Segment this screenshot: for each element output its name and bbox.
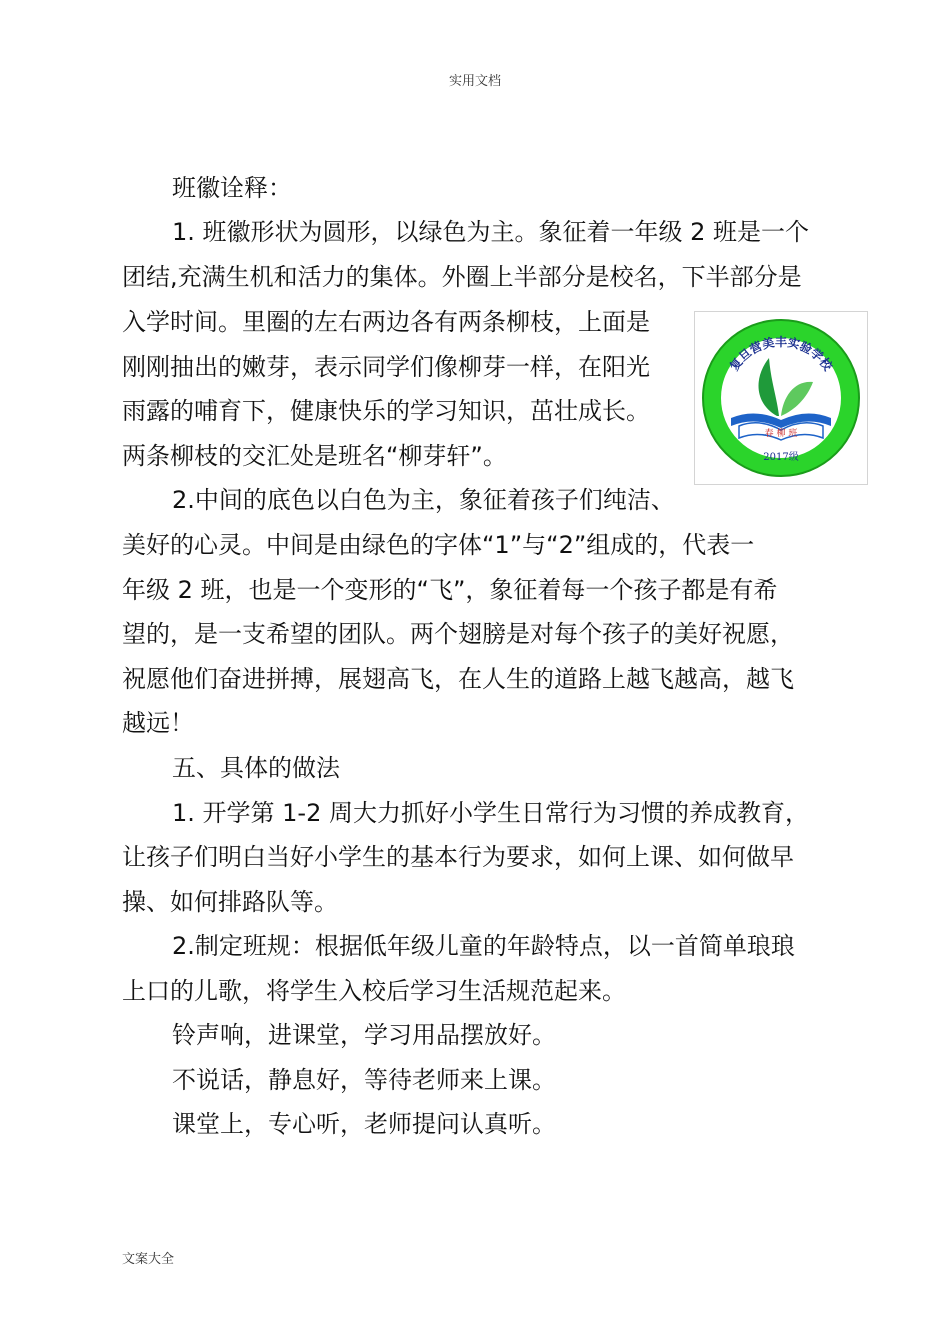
paragraph-line: 望的，是一支希望的团队。两个翅膀是对每个孩子的美好祝愿， <box>122 620 794 648</box>
section-heading: 五、具体的做法 <box>172 754 340 782</box>
paragraph-line: 越远！ <box>122 709 194 737</box>
rhyme-line: 铃声响，进课堂，学习用品摆放好。 <box>172 1021 556 1049</box>
paragraph-line: 操、如何排路队等。 <box>122 888 338 916</box>
class-emblem-graphic <box>695 312 867 484</box>
page-header: 实用文档 <box>448 74 501 89</box>
paragraph-line: 刚刚抽出的嫩芽，表示同学们像柳芽一样，在阳光 <box>122 353 650 381</box>
paragraph-line: 美好的心灵。中间是由绿色的字体“1”与“2”组成的，代表一 <box>122 531 755 559</box>
rhyme-line: 课堂上，专心听，老师提问认真听。 <box>172 1110 556 1138</box>
paragraph-line: 雨露的哺育下，健康快乐的学习知识，茁壮成长。 <box>122 397 650 425</box>
class-emblem <box>694 311 868 485</box>
section-heading: 班徽诠释： <box>172 174 292 202</box>
paragraph-line: 让孩子们明白当好小学生的基本行为要求，如何上课、如何做早 <box>122 843 794 871</box>
paragraph-line: 入学时间。里圈的左右两边各有两条柳枝，上面是 <box>122 308 650 336</box>
emblem-school-name: 复旦营美丰实验学校 <box>727 335 835 374</box>
paragraph-line: 团结,充满生机和活力的集体。外圈上半部分是校名，下半部分是 <box>122 263 802 291</box>
paragraph-line: 上口的儿歌，将学生入校后学习生活规范起来。 <box>122 977 626 1005</box>
emblem-class-name: 春 柳 班 <box>764 429 798 439</box>
paragraph-line: 祝愿他们奋进拼搏，展翅高飞，在人生的道路上越飞越高，越飞 <box>122 665 794 693</box>
emblem-year: 2017级 <box>763 452 799 463</box>
paragraph-line: 年级 2 班，也是一个变形的“飞”，象征着每一个孩子都是有希 <box>122 576 778 604</box>
rhyme-line: 不说话，静息好，等待老师来上课。 <box>172 1066 556 1094</box>
paragraph-line: 两条柳枝的交汇处是班名“柳芽轩”。 <box>122 442 507 470</box>
paragraph-line: 1. 班徽形状为圆形，以绿色为主。象征着一年级 2 班是一个 <box>172 218 810 246</box>
paragraph-line: 2.制定班规：根据低年级儿童的年龄特点，以一首简单琅琅 <box>172 932 795 960</box>
page-footer: 文案大全 <box>122 1252 175 1267</box>
paragraph-line: 1. 开学第 1-2 周大力抓好小学生日常行为习惯的养成教育， <box>172 799 809 827</box>
paragraph-line: 2.中间的底色以白色为主，象征着孩子们纯洁、 <box>172 486 675 514</box>
